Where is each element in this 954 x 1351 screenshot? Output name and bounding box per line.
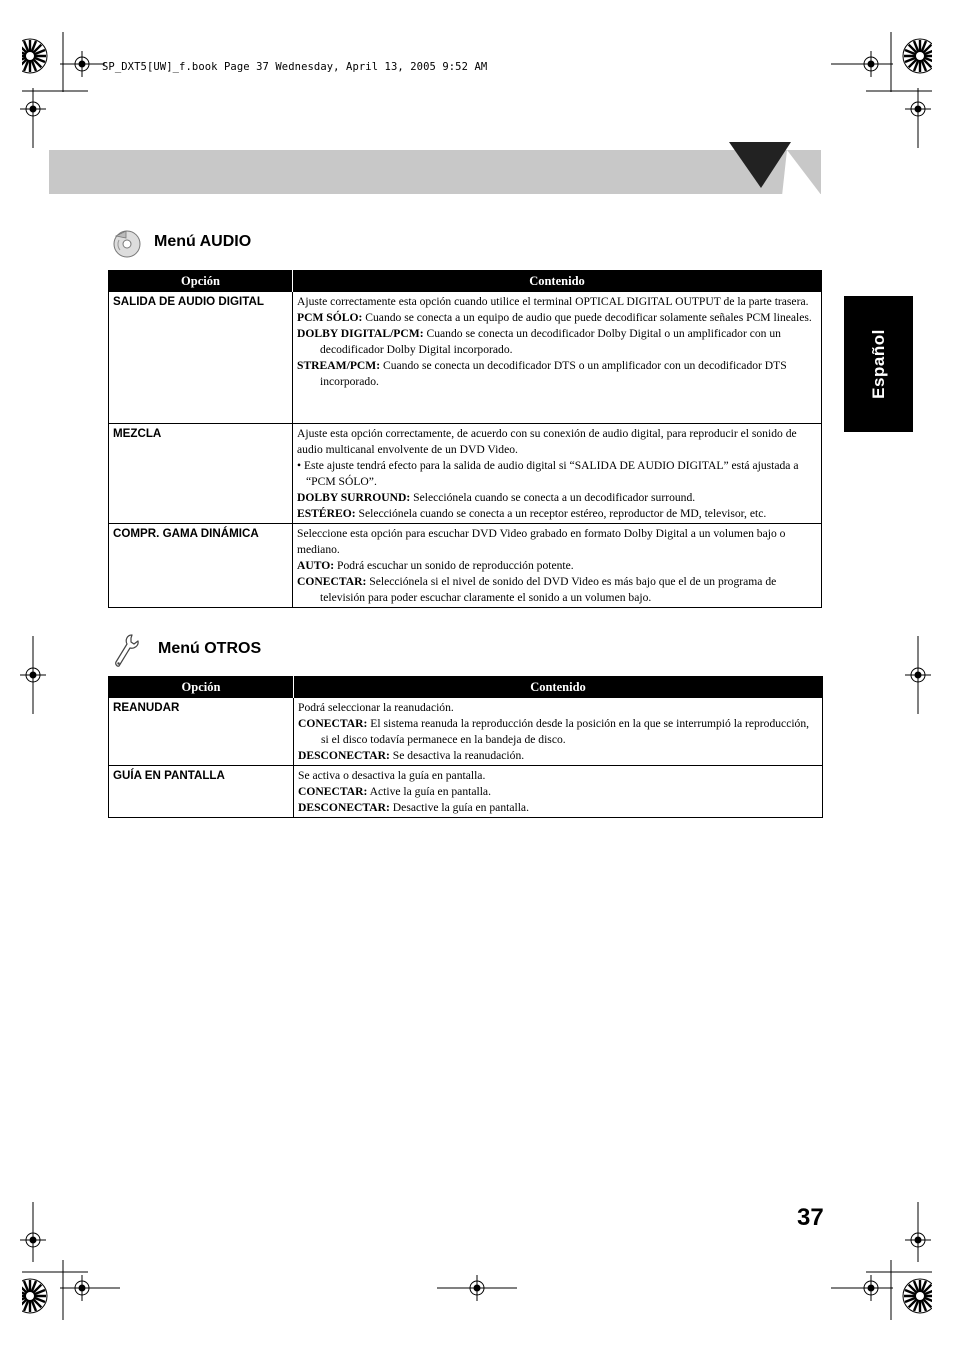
page-number: 37: [797, 1204, 824, 1231]
option-name: GUÍA EN PANTALLA: [109, 766, 294, 818]
table-row: [109, 766, 823, 818]
setting-desc: Selecciónela cuando se conecta a un receptor estéreo, reproductor de MD, televisor, etc.: [355, 507, 767, 520]
audio-menu-table: [108, 270, 822, 608]
setting-desc: Cuando se conecta un decodificador DTS o un amplificador con un decodificador DTS incorporado.: [320, 359, 787, 388]
option-description: [293, 424, 822, 524]
description-note: • Este ajuste tendrá efecto para la salida de audio digital si “SALIDA DE AUDIO DIGITAL” está ajustada a “PCM SÓLO”.: [297, 459, 799, 488]
column-header-content: Contenido: [293, 271, 822, 292]
description-intro: Ajuste correctamente esta opción cuando utilice el terminal OPTICAL DIGITAL OUTPUT de la parte trasera.: [297, 295, 809, 308]
setting-item: [297, 490, 817, 506]
setting-item: [297, 326, 817, 358]
setting-item: [297, 358, 817, 390]
setting-desc: Selecciónela si el nivel de sonido del DVD Video es más bajo que el de un programa de televisión para poder escuchar claramente el sonido a un volumen bajo.: [320, 575, 777, 604]
setting-term: AUTO:: [297, 559, 335, 572]
option-name: REANUDAR: [109, 698, 294, 766]
option-name: MEZCLA: [109, 424, 293, 524]
column-header-option: Opción: [109, 677, 294, 698]
setting-item: [298, 800, 818, 816]
setting-term: ESTÉREO:: [297, 507, 356, 520]
option-name: SALIDA DE AUDIO DIGITAL: [109, 292, 293, 424]
book-header-line: SP_DXT5[UW]_f.book Page 37 Wednesday, April 13, 2005 9:52 AM: [102, 61, 488, 73]
setting-item: [297, 506, 817, 522]
table-header-row: [109, 677, 823, 698]
option-name: COMPR. GAMA DINÁMICA: [109, 524, 293, 608]
setting-item: [297, 574, 817, 606]
setting-desc: El sistema reanuda la reproducción desde la posición en la que se interrumpió la reproducción, si el disco todavía permanece en la bandeja de disco.: [321, 717, 810, 746]
option-description: [293, 292, 822, 424]
table-row: [109, 292, 822, 424]
setting-desc: Desactive la guía en pantalla.: [389, 801, 529, 814]
setting-term: DOLBY DIGITAL/PCM:: [297, 327, 424, 340]
setting-term: CONECTAR:: [297, 575, 367, 588]
setting-desc: Podrá escuchar un sonido de reproducción potente.: [334, 559, 574, 572]
column-header-option: Opción: [109, 271, 293, 292]
audio-menu-title: Menú AUDIO: [154, 233, 252, 250]
setting-desc: Cuando se conecta un decodificador Dolby Digital o un amplificador con un decodificador Dolby Digital incorporado.: [320, 327, 781, 356]
setting-term: DESCONECTAR:: [298, 801, 390, 814]
setting-item: [297, 310, 817, 326]
setting-desc: Active la guía en pantalla.: [367, 785, 491, 798]
description-intro: Podrá seleccionar la reanudación.: [298, 701, 454, 714]
otros-menu-table: [108, 676, 823, 818]
setting-item: [298, 784, 818, 800]
option-description: [294, 766, 823, 818]
option-description: [293, 524, 822, 608]
table-header-row: [109, 271, 822, 292]
otros-menu-title: Menú OTROS: [158, 640, 262, 657]
disc-icon: [110, 228, 142, 260]
description-intro: Ajuste esta opción correctamente, de acuerdo con su conexión de audio digital, para reproducir el sonido de audio multicanal envolvente de un DVD Video.: [297, 427, 797, 456]
setting-term: CONECTAR:: [298, 785, 368, 798]
setting-item: [297, 558, 817, 574]
setting-desc: Se desactiva la reanudación.: [389, 749, 525, 762]
column-header-content: Contenido: [294, 677, 823, 698]
page-banner: [49, 150, 821, 194]
setting-item: [298, 748, 818, 764]
setting-term: PCM SÓLO:: [297, 311, 363, 324]
setting-term: DOLBY SURROUND:: [297, 491, 411, 504]
setting-desc: Cuando se conecta a un equipo de audio que puede decodificar solamente señales PCM lineales.: [362, 311, 812, 324]
table-row: [109, 698, 823, 766]
language-side-tab: [844, 296, 913, 432]
table-row: [109, 424, 822, 524]
option-description: [294, 698, 823, 766]
setting-term: DESCONECTAR:: [298, 749, 390, 762]
description-intro: Se activa o desactiva la guía en pantalla.: [298, 769, 486, 782]
description-intro: Seleccione esta opción para escuchar DVD Video grabado en formato Dolby Digital a un volumen bajo o mediano.: [297, 527, 786, 556]
wrench-icon: [110, 632, 142, 670]
setting-term: STREAM/PCM:: [297, 359, 381, 372]
setting-term: CONECTAR:: [298, 717, 368, 730]
language-label: Español: [868, 329, 888, 399]
banner-arrow-icon: [727, 140, 822, 196]
setting-item: [298, 716, 818, 748]
setting-desc: Selecciónela cuando se conecta a un decodificador surround.: [410, 491, 696, 504]
table-row: [109, 524, 822, 608]
